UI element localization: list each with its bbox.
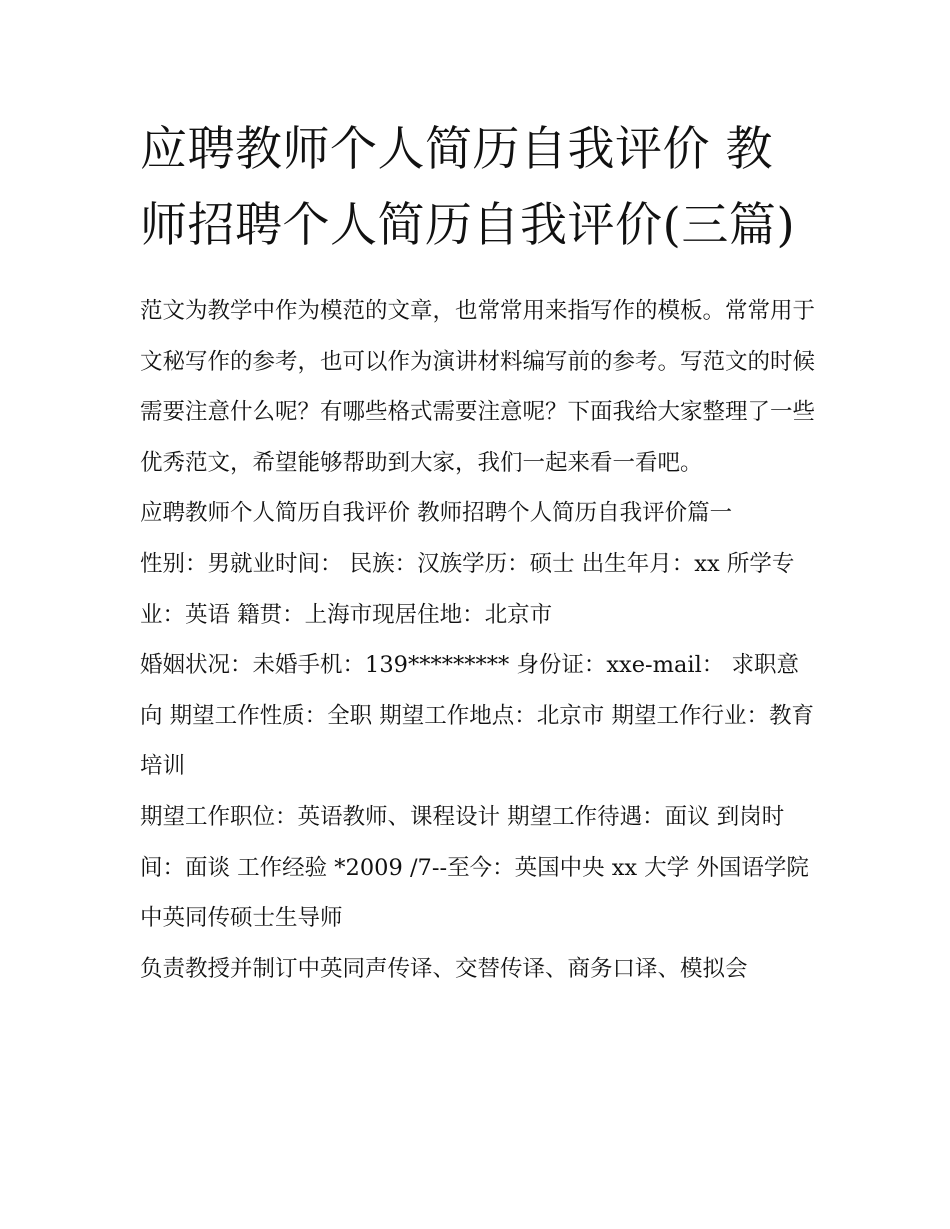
document-page xyxy=(140,112,820,994)
work-experience-paragraph: 期望工作职位：英语教师、课程设计 期望工作待遇：面议 到岗时间：面谈 工作经验 *2009 /7--至今：英国中央 xx 大学 外国语学院 中英同传硕士生导师 xyxy=(140,803,817,932)
personal-info-paragraph: 性别：男就业时间： 民族：汉族学历：硕士 出生年月：xx 所学专业：英语 籍贯：上海市现居住地：北京市 xyxy=(140,550,795,628)
document-body xyxy=(140,286,820,994)
contact-intent-paragraph: 婚姻状况：未婚手机：139********* 身份证：xxe-mail： 求职意向 期望工作性质：全职 期望工作地点：北京市 期望工作行业：教育培训 xyxy=(140,652,814,780)
section-heading: 应聘教师个人简历自我评价 教师招聘个人简历自我评价篇一 xyxy=(140,500,733,527)
document-title: 应聘教师个人简历自我评价 教师招聘个人简历自我评价(三篇) xyxy=(140,122,796,253)
intro-paragraph: 范文为教学中作为模范的文章，也常常用来指写作的模板。常常用于文秘写作的参考，也可以作为演讲材料编写前的参考。写范文的时候需要注意什么呢？有哪些格式需要注意呢？下面我给大家整理了一些优秀范文，希望能够帮助到大家，我们一起来看一看吧。 xyxy=(140,298,816,476)
duties-paragraph: 负责教授并制订中英同声传译、交替传译、商务口译、模拟会 xyxy=(140,955,748,982)
